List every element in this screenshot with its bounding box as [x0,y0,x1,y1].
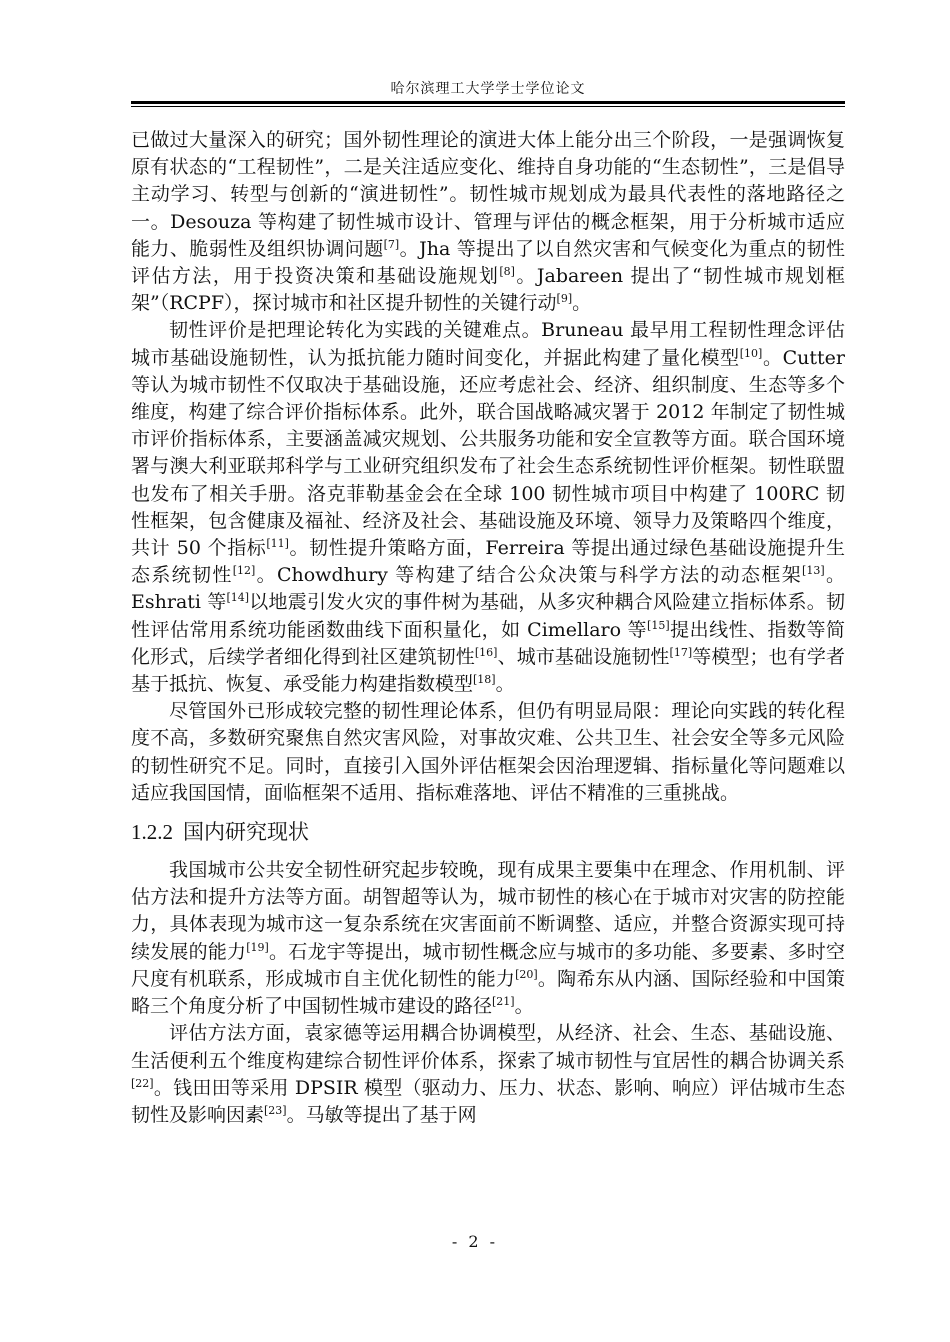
citation-ref: [17] [669,645,693,659]
citation-ref: [15] [647,618,670,632]
citation-ref: [9] [556,292,573,306]
citation-ref: [23] [264,1103,287,1117]
text-run: 等模型；也有学者基于抵抗、恢复、承受能力构建指数模型 [131,645,845,696]
citation-ref: [7] [383,237,400,251]
text-run: 。Eshrati 等 [131,564,845,614]
citation-ref: [20] [515,967,538,981]
running-header: 哈尔滨理工大学学士学位论文 [390,81,586,97]
text-run: 。Cutter 等认为城市韧性不仅取决于基础设施，还应考虑社会、经济、组织制度、生态等多个维度，构建了综合评价指标体系。此外，联合国战略减灾署于 2012 年制定了韧性城市评价指标体系，主要涵盖减灾规划、公共服务功能和安全宣教等方面。联合国环境署与澳大利亚联邦科学与工业研究组织发布了社会生态系统韧性评价框架。韧性联盟也发布了相关手册。洛克菲勒基金会在全球 100 韧性城市项目中构建了 100RC 韧性框架，包含健康及福祉、经济及社会、基础设施及环境、领导力及策略四个维度，共计 50 个指标 [131,346,845,560]
body-text [131,127,845,1129]
citation-ref: [13] [802,564,825,578]
citation-ref: [19] [246,940,269,954]
citation-ref: [14] [226,591,250,605]
text-run: 韧性评价是把理论转化为实践的关键难点。Bruneau 最早用工程韧性理念评估城市基础设施韧性，认为抵抗能力随时间变化，并据此构建了量化模型 [131,319,845,369]
paragraph-1 [131,127,845,317]
text-run: 。Chowdhury 等构建了结合公众决策与科学方法的动态框架 [255,564,803,587]
text-run: 。石龙宇等提出，城市韧性概念应与城市的多功能、多要素、多时空尺度有机联系，形成城市自主优化韧性的能力 [131,940,845,990]
citation-ref: [10] [739,346,763,360]
text-run: 、城市基础设施韧性 [497,645,670,668]
text-run: 。Jha 等提出了以自然灾害和气候变化为重点的韧性评估方法，用于投资决策和基础设施规划 [131,237,845,288]
text-run: 尽管国外已形成较完整的韧性理论体系，但仍有明显局限：理论向实践的转化程度不高，多数研究聚焦自然灾害风险，对事故灾难、公共卫生、社会安全等多元风险的韧性研究不足。同时，直接引入国外评估框架会因治理逻辑、指标量化等问题难以适应我国国情，面临框架不适用、指标难落地、评估不精准的三重挑战。 [131,700,845,804]
citation-ref: [16] [474,645,498,659]
paragraph-3 [131,698,845,807]
section-heading [131,817,845,847]
header-rule-thin [131,106,845,107]
text-run: 。 [495,673,515,696]
text-run: 我国城市公共安全韧性研究起步较晚，现有成果主要集中在理念、作用机制、评估方法和提升方法等方面。胡智超等认为，城市韧性的核心在于城市对灾害的防控能力，具体表现为城市这一复杂系统在灾害面前不断调整、适应，并整合资源实现可持续发展的能力 [131,859,845,963]
text-run: 。陶希东从内涵、国际经验和中国策略三个角度分析了中国韧性城市建设的路径 [131,967,845,1018]
text-run: 已做过大量深入的研究；国外韧性理论的演进大体上能分出三个阶段，一是强调恢复原有状态的“工程韧性”，二是关注适应变化、维持自身功能的“生态韧性”，三是倡导主动学习、转型与创新的“演进韧性”。韧性城市规划成为最具代表性的落地路径之一。Desouza 等构建了韧性城市设计、管理与评估的概念框架，用于分析城市适应能力、脆弱性及组织协调问题 [131,129,845,260]
citation-ref: [8] [499,265,515,279]
text-run: 以地震引发火灾的事件树为基础，从多灾种耦合风险建立指标体系。韧性评估常用系统功能函数曲线下面积量化，如 Cimellaro 等 [131,591,845,641]
header-rule-thick [131,101,845,104]
citation-ref: [18] [473,673,496,687]
text-run: 。钱田田等采用 DPSIR 模型（驱动力、压力、状态、影响、响应）评估城市生态韧性及影响因素 [131,1076,845,1126]
citation-ref: [22] [131,1076,154,1090]
text-run: 评估方法方面，袁家德等运用耦合协调模型，从经济、社会、生态、基础设施、生活便利五个维度构建综合韧性评价体系，探索了城市韧性与宜居性的耦合协调关系 [131,1022,845,1072]
text-run: 。 [514,995,534,1018]
section-title: 国内研究现状 [183,820,309,845]
text-run: 。Jabareen 提出了“韧性城市规划框架”（RCPF），探讨城市和社区提升韧性的关键行动 [131,265,845,315]
text-run: 提出线性、指数等简化形式，后续学者细化得到社区建筑韧性 [131,618,845,668]
citation-ref: [12] [232,564,256,578]
page-number: - 2 - [451,1232,499,1251]
paragraph-4 [131,857,845,1020]
citation-ref: [21] [492,995,515,1009]
paragraph-2 [131,317,845,698]
section-number: 1.2.2 [131,820,173,845]
citation-ref: [11] [266,537,289,551]
paragraph-5 [131,1020,845,1129]
text-run: 。马敏等提出了基于网 [286,1103,477,1126]
text-run: 。韧性提升策略方面，Ferreira 等提出通过绿色基础设施提升生态系统韧性 [131,537,845,587]
text-run: 。 [572,292,592,315]
